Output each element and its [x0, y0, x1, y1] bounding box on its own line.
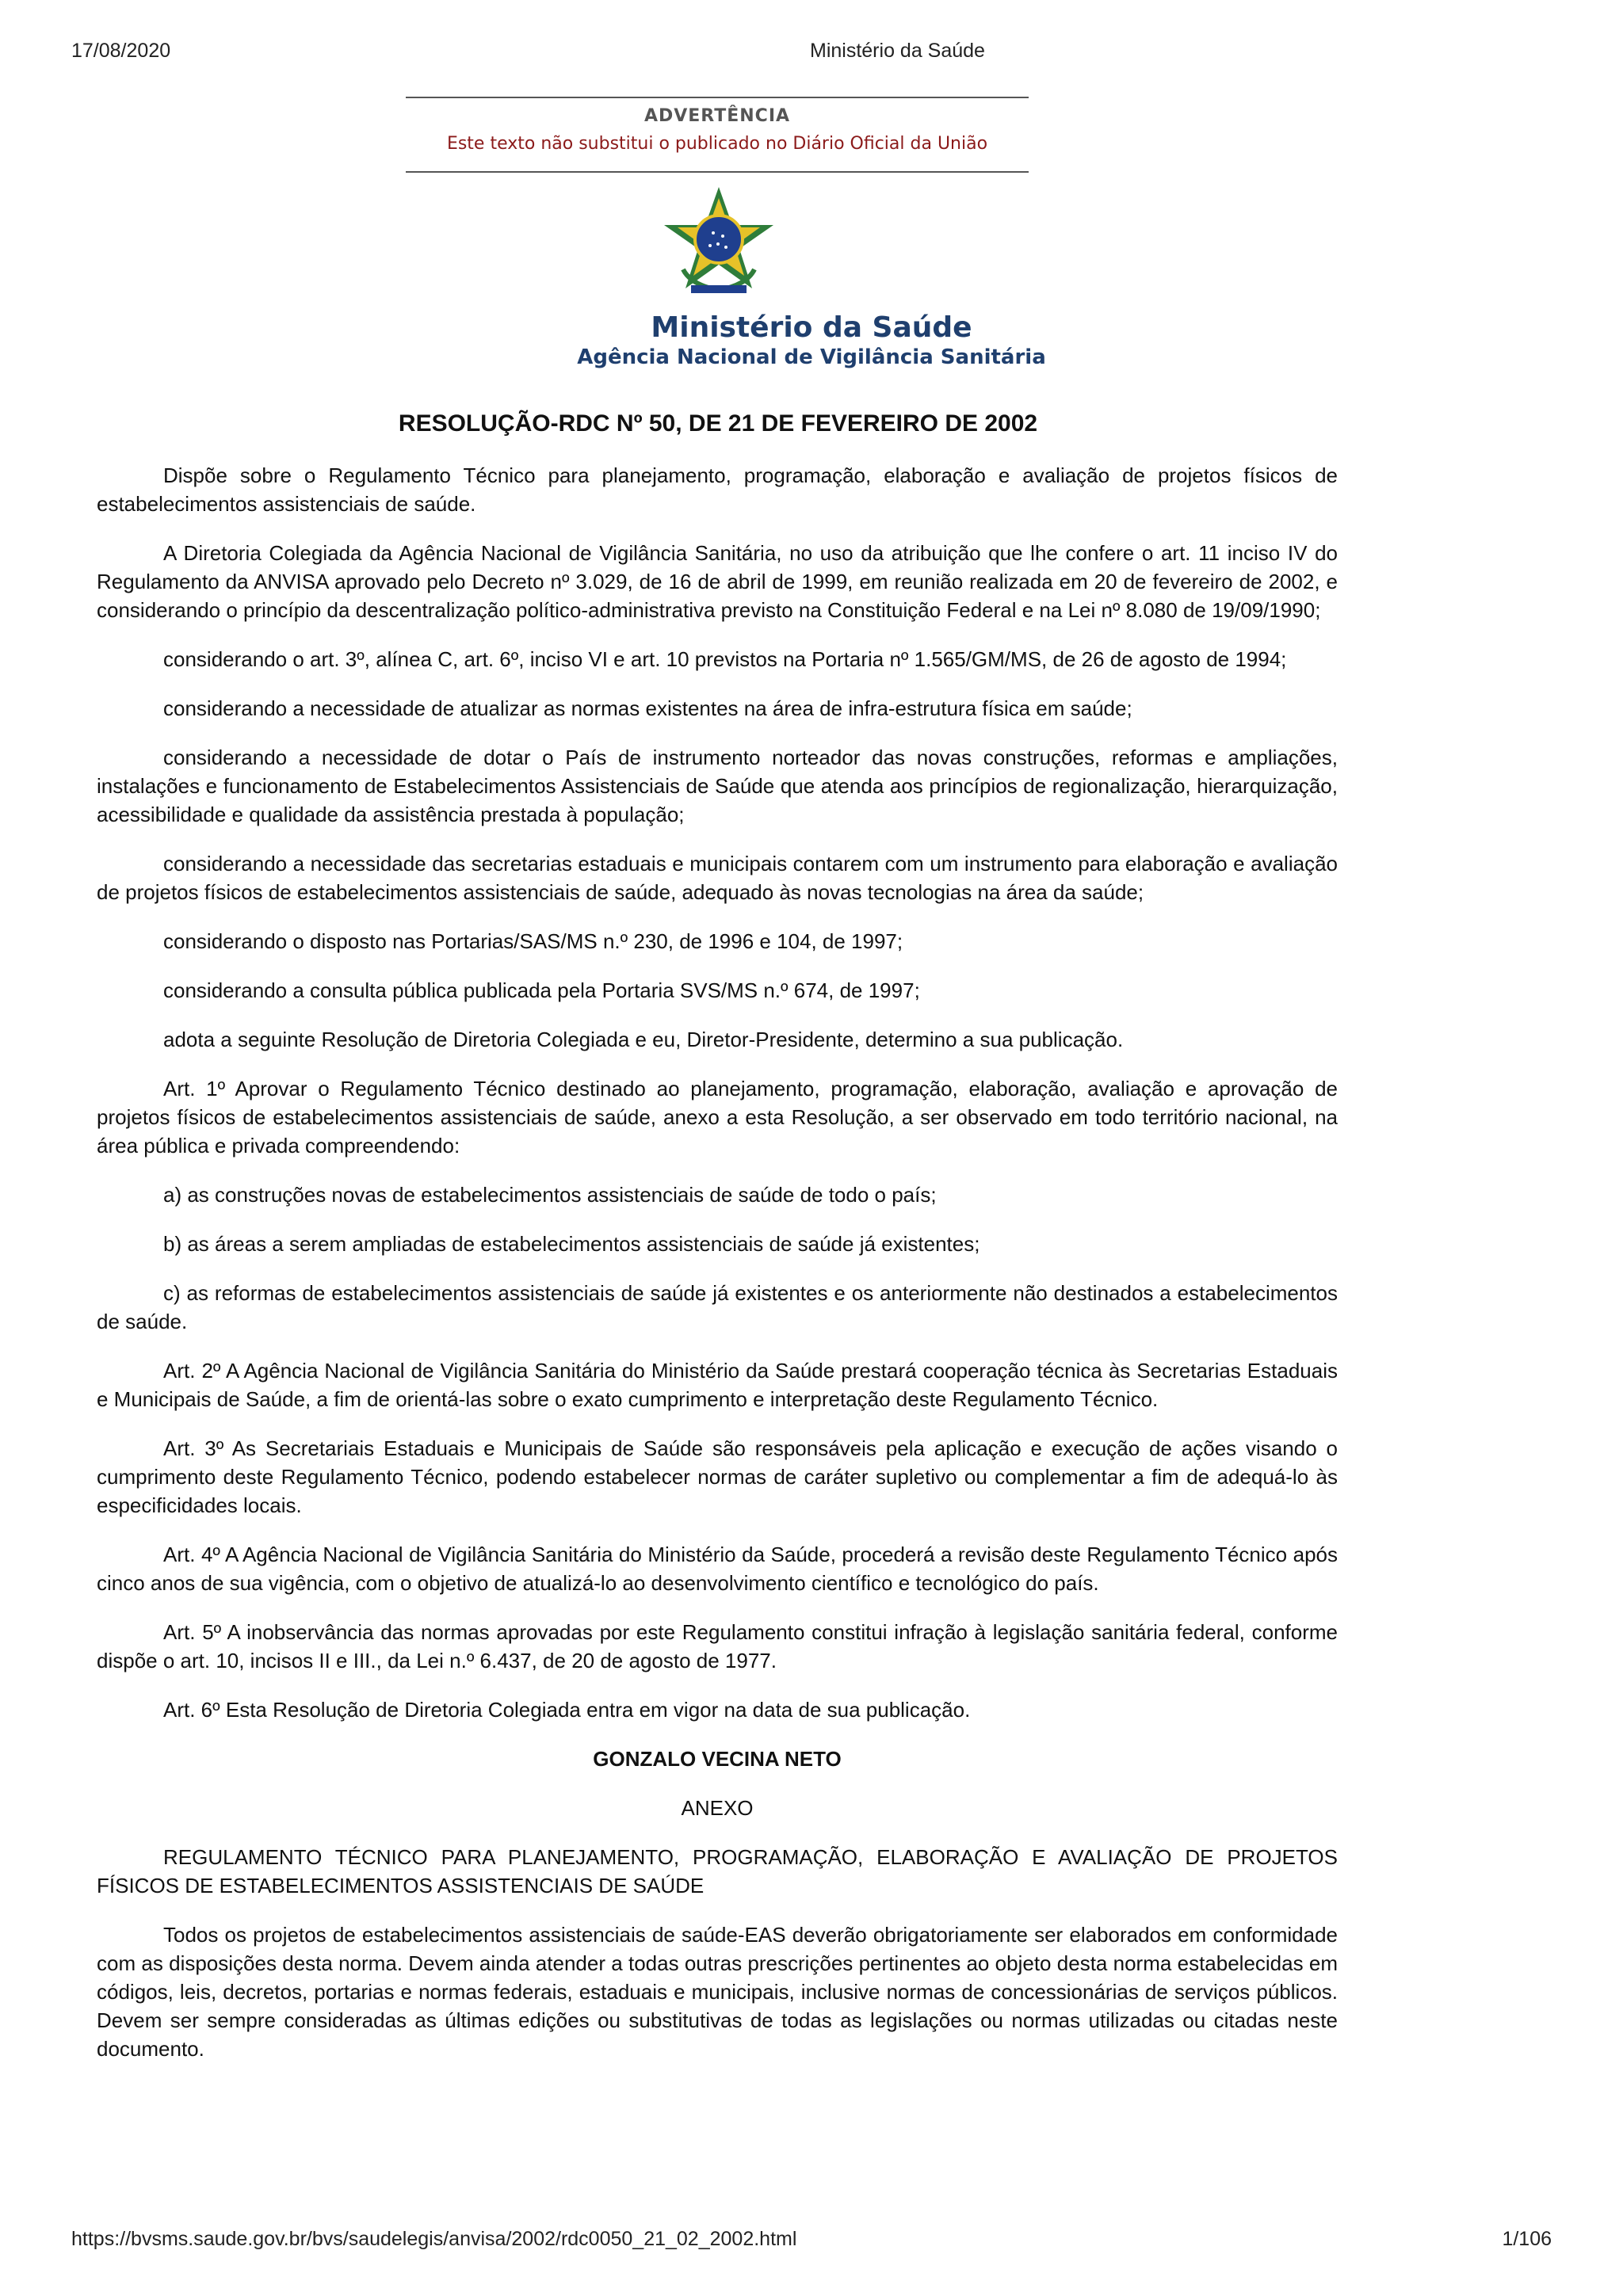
adoption-paragraph: adota a seguinte Resolução de Diretoria Colegiada e eu, Diretor-Presidente, determino a sua publicação.: [163, 1028, 1124, 1051]
considerando-paragraph: considerando a necessidade de dotar o País de instrumento norteador das novas construções, reformas e ampliações, instalações e funcionamento de Estabelecimentos Assistenciais de Saúde que atenda aos princípios de regionalização, hierarquização, acessibilidade e qualidade da assistência prestada à população;: [97, 746, 1338, 826]
considerando-paragraph: considerando a consulta pública publicada pela Portaria SVS/MS n.º 674, de 1997;: [163, 978, 920, 1002]
considerando-paragraph: considerando a necessidade de atualizar as normas existentes na área de infra-estrutura física em saúde;: [163, 696, 1132, 720]
ministry-name: Ministério da Saúde: [651, 311, 972, 344]
page-number: 1/106: [1502, 2228, 1552, 2250]
agency-name: Agência Nacional de Vigilância Sanitária: [577, 345, 1046, 369]
annex-intro-paragraph: Todos os projetos de estabelecimentos assistenciais de saúde-EAS deverão obrigatoriamente ser elaborados em conformidade com as disposições desta norma. Devem ainda atender a todas outras prescrições pertinentes ao objeto desta norma estabelecidas em códigos, leis, decretos, portarias e normas federais, estaduais e municipais, inclusive normas de concessionárias de serviços públicos. Devem ser sempre consideradas as últimas edições ou substitutivas de todas as legislações ou normas utilizadas ou citadas neste documento.: [97, 1923, 1338, 2061]
warning-title: ADVERTÊNCIA: [643, 106, 791, 126]
annex-label: ANEXO: [681, 1796, 754, 1820]
considerando-paragraph: considerando a necessidade das secretarias estaduais e municipais contarem com um instrumento para elaboração e avaliação de projetos físicos de estabelecimentos assistenciais de saúde, adequado às novas tecnologias na área da saúde;: [97, 852, 1338, 904]
item-paragraph: a) as construções novas de estabelecimentos assistenciais de saúde de todo o país;: [163, 1183, 937, 1207]
ementa-paragraph: Dispõe sobre o Regulamento Técnico para planejamento, programação, elaboração e avaliação de projetos físicos de estabelecimentos assistenciais de saúde.: [97, 463, 1338, 516]
warning-box: [406, 97, 1029, 173]
print-site-title: Ministério da Saúde: [810, 40, 985, 62]
warning-text: Este texto não substitui o publicado no Diário Oficial da União: [446, 134, 988, 154]
document-body: [97, 461, 1338, 2084]
article-paragraph: Art. 4º A Agência Nacional de Vigilância Sanitária do Ministério da Saúde, procederá a revisão deste Regulamento Técnico após cinco anos de sua vigência, com o objetivo de atualizá-lo ao desenvolvimento científico e tecnológico do país.: [97, 1543, 1338, 1595]
source-url: https://bvsms.saude.gov.br/bvs/saudelegis/anvisa/2002/rdc0050_21_02_2002.html: [71, 2228, 797, 2250]
print-date: 17/08/2020: [71, 40, 171, 62]
article-paragraph: Art. 3º As Secretariais Estaduais e Municipais de Saúde são responsáveis pela aplicação e execução de ações visando o cumprimento deste Regulamento Técnico, podendo estabelecer normas de caráter supletivo ou complementar a fim de adequá-lo às especificidades locais.: [97, 1436, 1338, 1517]
coat-of-arms-icon: [659, 184, 778, 303]
article-paragraph: Art. 6º Esta Resolução de Diretoria Colegiada entra em vigor na data de sua publicação.: [163, 1698, 971, 1722]
annex-title: REGULAMENTO TÉCNICO PARA PLANEJAMENTO, PROGRAMAÇÃO, ELABORAÇÃO E AVALIAÇÃO DE PROJETOS FÍSICOS DE ESTABELECIMENTOS ASSISTENCIAIS DE SAÚDE: [97, 1845, 1338, 1897]
signatory-name: GONZALO VECINA NETO: [593, 1747, 842, 1771]
considerando-paragraph: considerando o art. 3º, alínea C, art. 6º, inciso VI e art. 10 previstos na Portaria nº 1.565/GM/MS, de 26 de agosto de 1994;: [163, 647, 1287, 671]
document-title: RESOLUÇÃO-RDC Nº 50, DE 21 DE FEVEREIRO DE 2002: [398, 410, 1038, 437]
item-paragraph: b) as áreas a serem ampliadas de estabelecimentos assistenciais de saúde já existentes;: [163, 1232, 980, 1256]
article-paragraph: Art. 5º A inobservância das normas aprovadas por este Regulamento constitui infração à legislação sanitária federal, conforme dispõe o art. 10, incisos II e III., da Lei n.º 6.437, de 20 de agosto de 1977.: [97, 1620, 1338, 1672]
preamble-paragraph: A Diretoria Colegiada da Agência Nacional de Vigilância Sanitária, no uso da atribuição que lhe confere o art. 11 inciso IV do Regulamento da ANVISA aprovado pelo Decreto nº 3.029, de 16 de abril de 1999, em reunião realizada em 20 de fevereiro de 2002, e considerando o princípio da descentralização político-administrativa previsto na Constituição Federal e na Lei nº 8.080 de 19/09/1990;: [97, 541, 1338, 622]
article-paragraph: Art. 1º Aprovar o Regulamento Técnico destinado ao planejamento, programação, elaboração, avaliação e aprovação de projetos físicos de estabelecimentos assistenciais de saúde, anexo a esta Resolução, a ser observado em todo território nacional, na área pública e privada compreendendo:: [97, 1077, 1338, 1158]
article-paragraph: Art. 2º A Agência Nacional de Vigilância Sanitária do Ministério da Saúde prestará cooperação técnica às Secretarias Estaduais e Municipais de Saúde, a fim de orientá-las sobre o exato cumprimento e interpretação deste Regulamento Técnico.: [97, 1359, 1338, 1411]
item-paragraph: c) as reformas de estabelecimentos assistenciais de saúde já existentes e os anteriormente não destinados a estabelecimentos de saúde.: [97, 1281, 1338, 1333]
considerando-paragraph: considerando o disposto nas Portarias/SAS/MS n.º 230, de 1996 e 104, de 1997;: [163, 929, 903, 953]
